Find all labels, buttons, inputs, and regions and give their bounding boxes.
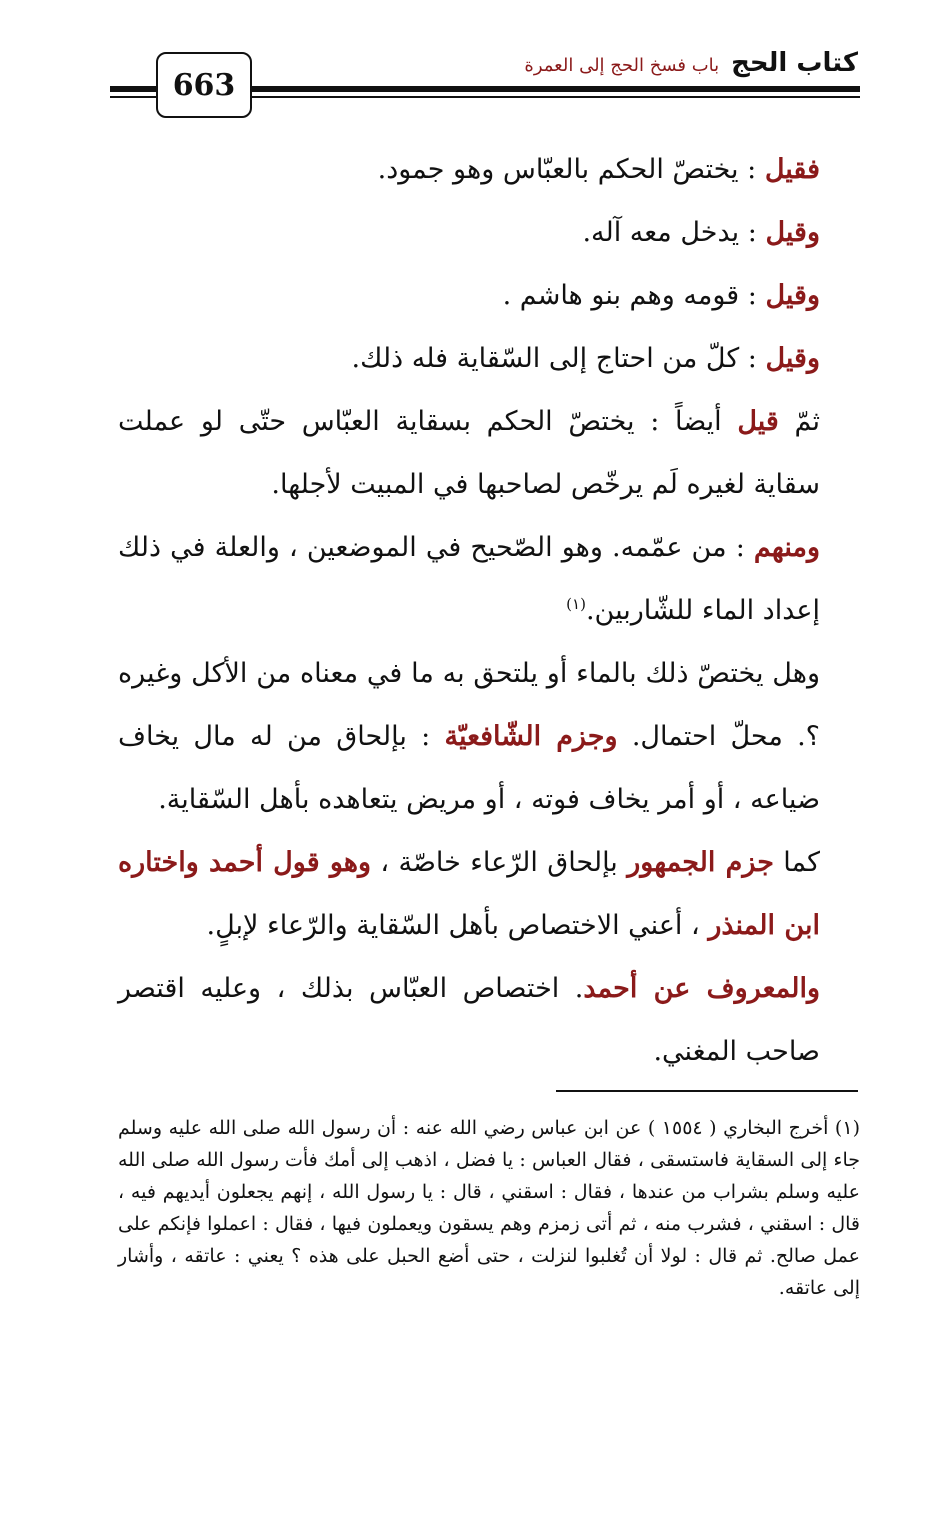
paragraph-7 [118,642,860,831]
keyword: وهو قول أحمد واختاره ابن المنذر [118,847,820,941]
footnote-reference[interactable]: (١) [566,595,586,613]
main-text [118,138,860,1083]
keyword: وقيل [765,280,820,311]
keyword: قيل [737,406,779,437]
footnotes [118,1112,860,1304]
paragraph-text: : كلّ من احتاج إلى السّقاية فله ذلك. [351,343,766,374]
paragraph-text: بإلحاق الرّعاء خاصّة ، [371,847,628,878]
keyword: ومنهم [753,532,820,563]
footnote-1: (١) أخرج البخاري ( ١٥٥٤ ) عن ابن عباس رضي الله عنه : أن رسول الله صلى الله عليه وسلم جاء إلى السقاية فاستسقى ، فقال العباس : يا فضل ، اذهب إلى أمك فأت رسول الله صلى الله عليه وسلم بشراب من عندها ، فقال : اسقني ، قال : يا رسول الله ، إنهم يجعلون أيديهم فيه ، قال : اسقني ، فشرب منه ، ثم أتى زمزم وهم يسقون ويعملون فيها ، فقال : اعملوا فإنكم على عمل صالح. ثم قال : لولا أن تُغلبوا لنزلت ، حتى أضع الحبل على هذه ؟ يعني : عاتقه ، وأشار إلى عاتقه. [118,1117,860,1299]
paragraph-text: أيضاً : يختصّ الحكم بسقاية العبّاس حتّى لو عملت سقاية لغيره لَم يرخّص لصاحبها في المبيت لأجلها. [118,406,820,500]
paragraph-8 [118,831,860,957]
paragraph-3 [118,264,860,327]
paragraph-lead: كما [773,847,820,878]
paragraph-4 [118,327,860,390]
keyword: وقيل [765,217,820,248]
page-number: 663 [156,52,252,118]
keyword: وجزم الشّافعيّة [444,721,618,752]
page-header [110,40,860,120]
paragraph-9 [118,957,860,1083]
paragraph-text: وهل يختصّ ذلك بالماء أو يلتحق به ما في معناه من الأكل وغيره ؟. محلّ احتمال. [118,658,820,752]
paragraph-text: . اختصاص العبّاس بذلك ، وعليه اقتصر صاحب المغني. [118,973,820,1067]
paragraph-text: ، أعني الاختصاص بأهل السّقاية والرّعاء لإبلٍ. [206,910,709,941]
paragraph-1 [118,138,860,201]
paragraph-text: : قومه وهم بنو هاشم . [502,280,766,311]
footnote-separator [556,1090,858,1092]
keyword: والمعروف عن أحمد [583,973,821,1004]
paragraph-5 [118,390,860,516]
paragraph-lead: ثمّ [778,406,820,437]
paragraph-text: : يختصّ الحكم بالعبّاس وهو جمود. [377,154,765,185]
paragraph-text: : يدخل معه آله. [582,217,766,248]
keyword: جزم الجمهور [627,847,774,878]
paragraph-text: : من عمّمه. وهو الصّحيح في الموضعين ، والعلة في ذلك إعداد الماء للشّاربين. [118,532,820,626]
keyword: فقيل [764,154,820,185]
book-title: كتاب الحج [731,48,858,78]
paragraph-2 [118,201,860,264]
running-head [524,48,858,78]
chapter-title: باب فسخ الحج إلى العمرة [524,55,720,76]
keyword: وقيل [765,343,820,374]
paragraph-text: : بإلحاق من له مال يخاف ضياعه ، أو أمر يخاف فوته ، أو مريض يتعاهده بأهل السّقاية. [118,721,820,815]
paragraph-6 [118,516,860,642]
